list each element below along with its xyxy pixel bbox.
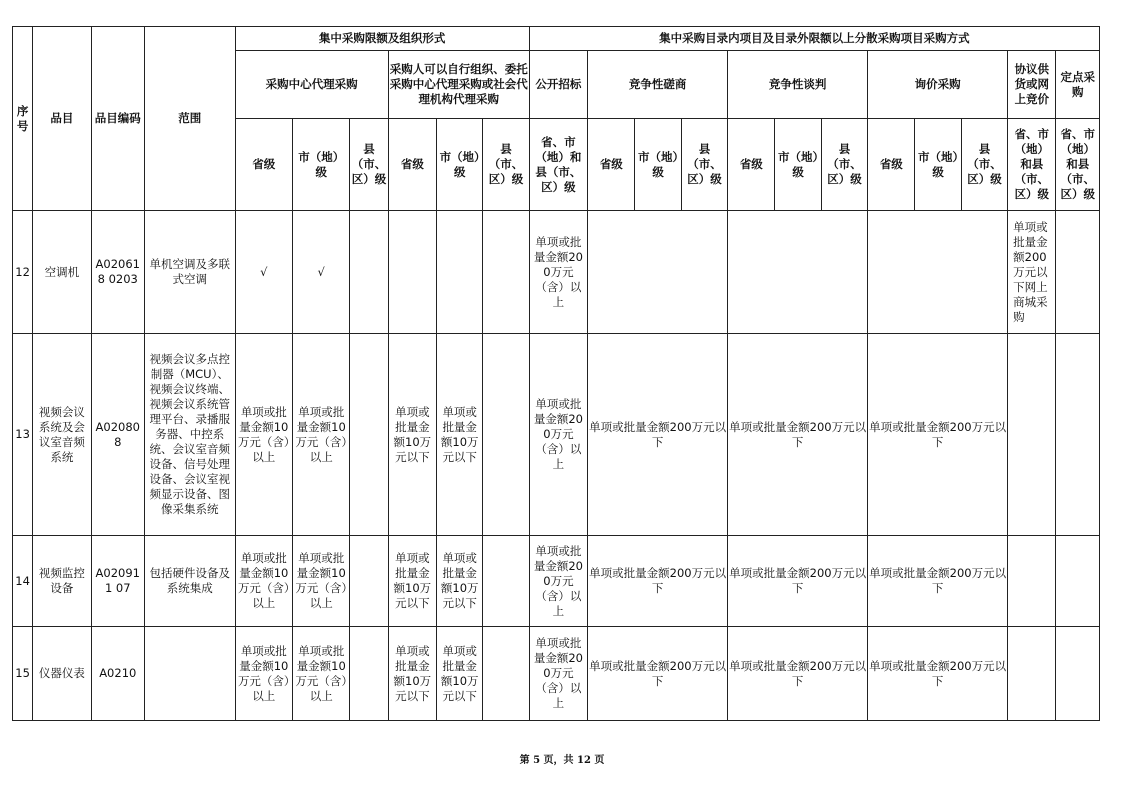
cell-designated xyxy=(1056,627,1100,721)
cell-self-province: 单项或批量金额10万元以下 xyxy=(388,627,436,721)
cell-scope: 包括硬件设备及系统集成 xyxy=(144,536,235,627)
table-row xyxy=(13,536,1100,627)
sub-county: 县（市、区）级 xyxy=(821,119,867,211)
sub-province: 省级 xyxy=(728,119,775,211)
col-central-agency: 采购中心代理采购 xyxy=(235,51,388,119)
cell-agreement xyxy=(1008,334,1056,536)
cell-open-tender: 单项或批量金额200万元（含）以上 xyxy=(529,211,587,334)
cell-designated xyxy=(1056,536,1100,627)
cell-negotiation: 单项或批量金额200万元以下 xyxy=(728,334,868,536)
cell-inquiry: 单项或批量金额200万元以下 xyxy=(868,334,1008,536)
procurement-table xyxy=(12,26,1100,721)
cell-central-province: 单项或批量金额10万元（含）以上 xyxy=(235,334,292,536)
cell-seq: 15 xyxy=(13,627,33,721)
sub-province: 省级 xyxy=(388,119,436,211)
sub-county: 县（市、区）级 xyxy=(681,119,727,211)
table-body xyxy=(13,211,1100,721)
col-purchaser-self: 采购人可以自行组织、委托采购中心代理采购或社会代理机构代理采购 xyxy=(388,51,529,119)
cell-agreement xyxy=(1008,536,1056,627)
table-row xyxy=(13,211,1100,334)
page-footer: 第 5 页，共 12 页 xyxy=(519,755,605,766)
cell-item: 视频会议系统及会议室音频系统 xyxy=(33,334,91,536)
col-designated: 定点采购 xyxy=(1056,51,1100,119)
cell-central-province: 单项或批量金额10万元（含）以上 xyxy=(235,627,292,721)
cell-central-province: √ xyxy=(235,211,292,334)
cell-central-county xyxy=(350,627,388,721)
group-procurement-methods: 集中采购目录内项目及目录外限额以上分散采购项目采购方式 xyxy=(529,27,1099,51)
cell-negotiation xyxy=(728,211,868,334)
cell-self-province: 单项或批量金额10万元以下 xyxy=(388,334,436,536)
cell-central-city: 单项或批量金额10万元（含）以上 xyxy=(293,334,350,536)
cell-agreement xyxy=(1008,627,1056,721)
table-row xyxy=(13,627,1100,721)
cell-open-tender: 单项或批量金额200万元（含）以上 xyxy=(529,334,587,536)
sub-province: 省级 xyxy=(868,119,915,211)
col-competitive-consultation: 竞争性磋商 xyxy=(588,51,728,119)
cell-consultation: 单项或批量金额200万元以下 xyxy=(588,627,728,721)
cell-code: A0210 xyxy=(91,627,144,721)
sub-city: 市（地）级 xyxy=(775,119,821,211)
sub-city: 市（地）级 xyxy=(915,119,961,211)
cell-central-county xyxy=(350,334,388,536)
col-item: 品目 xyxy=(33,27,91,211)
cell-self-city: 单项或批量金额10万元以下 xyxy=(437,627,483,721)
cell-self-county xyxy=(483,334,529,536)
cell-scope: 单机空调及多联式空调 xyxy=(144,211,235,334)
cell-self-city xyxy=(437,211,483,334)
cell-agreement: 单项或批量金额200万元以下网上商城采购 xyxy=(1008,211,1056,334)
sub-all-levels: 省、市（地）和县（市、区）级 xyxy=(1008,119,1056,211)
cell-self-city: 单项或批量金额10万元以下 xyxy=(437,536,483,627)
cell-negotiation: 单项或批量金额200万元以下 xyxy=(728,627,868,721)
cell-scope xyxy=(144,627,235,721)
col-inquiry: 询价采购 xyxy=(868,51,1008,119)
sub-county: 县（市、区）级 xyxy=(961,119,1007,211)
cell-open-tender: 单项或批量金额200万元（含）以上 xyxy=(529,627,587,721)
cell-central-city: √ xyxy=(293,211,350,334)
col-open-tender: 公开招标 xyxy=(529,51,587,119)
cell-scope: 视频会议多点控制器（MCU）、视频会议终端、视频会议系统管理平台、录播服务器、中控系统、会议室音频设备、信号处理设备、会议室视频显示设备、图像采集系统 xyxy=(144,334,235,536)
cell-item: 视频监控设备 xyxy=(33,536,91,627)
sub-all-levels: 省、市（地）和县（市、区）级 xyxy=(529,119,587,211)
cell-central-county xyxy=(350,211,388,334)
sub-province: 省级 xyxy=(235,119,292,211)
cell-self-city: 单项或批量金额10万元以下 xyxy=(437,334,483,536)
sub-county: 县（市、区）级 xyxy=(483,119,529,211)
cell-central-city: 单项或批量金额10万元（含）以上 xyxy=(293,627,350,721)
cell-self-province xyxy=(388,211,436,334)
cell-designated xyxy=(1056,334,1100,536)
sub-county: 县（市、区）级 xyxy=(350,119,388,211)
cell-seq: 12 xyxy=(13,211,33,334)
cell-central-province: 单项或批量金额10万元（含）以上 xyxy=(235,536,292,627)
cell-self-province: 单项或批量金额10万元以下 xyxy=(388,536,436,627)
table-header xyxy=(13,27,1100,211)
sub-all-levels: 省、市（地）和县（市、区）级 xyxy=(1056,119,1100,211)
cell-inquiry: 单项或批量金额200万元以下 xyxy=(868,627,1008,721)
col-competitive-negotiation: 竞争性谈判 xyxy=(728,51,868,119)
cell-consultation: 单项或批量金额200万元以下 xyxy=(588,334,728,536)
cell-open-tender: 单项或批量金额200万元（含）以上 xyxy=(529,536,587,627)
col-code: 品目编码 xyxy=(91,27,144,211)
cell-item: 仪器仪表 xyxy=(33,627,91,721)
group-central-limits: 集中采购限额及组织形式 xyxy=(235,27,529,51)
cell-inquiry xyxy=(868,211,1008,334)
cell-self-county xyxy=(483,211,529,334)
cell-central-city: 单项或批量金额10万元（含）以上 xyxy=(293,536,350,627)
cell-inquiry: 单项或批量金额200万元以下 xyxy=(868,536,1008,627)
sub-province: 省级 xyxy=(588,119,635,211)
cell-central-county xyxy=(350,536,388,627)
cell-code: A020911 07 xyxy=(91,536,144,627)
cell-designated xyxy=(1056,211,1100,334)
col-seq: 序号 xyxy=(13,27,33,211)
cell-seq: 13 xyxy=(13,334,33,536)
sub-city: 市（地）级 xyxy=(437,119,483,211)
cell-code: A020808 xyxy=(91,334,144,536)
cell-seq: 14 xyxy=(13,536,33,627)
cell-consultation xyxy=(588,211,728,334)
cell-self-county xyxy=(483,536,529,627)
cell-negotiation: 单项或批量金额200万元以下 xyxy=(728,536,868,627)
table-row xyxy=(13,334,1100,536)
col-agreement-supply: 协议供货或网上竞价 xyxy=(1008,51,1056,119)
sub-city: 市（地）级 xyxy=(635,119,681,211)
cell-item: 空调机 xyxy=(33,211,91,334)
sub-city: 市（地）级 xyxy=(293,119,350,211)
cell-consultation: 单项或批量金额200万元以下 xyxy=(588,536,728,627)
cell-self-county xyxy=(483,627,529,721)
col-scope: 范围 xyxy=(144,27,235,211)
cell-code: A020618 0203 xyxy=(91,211,144,334)
